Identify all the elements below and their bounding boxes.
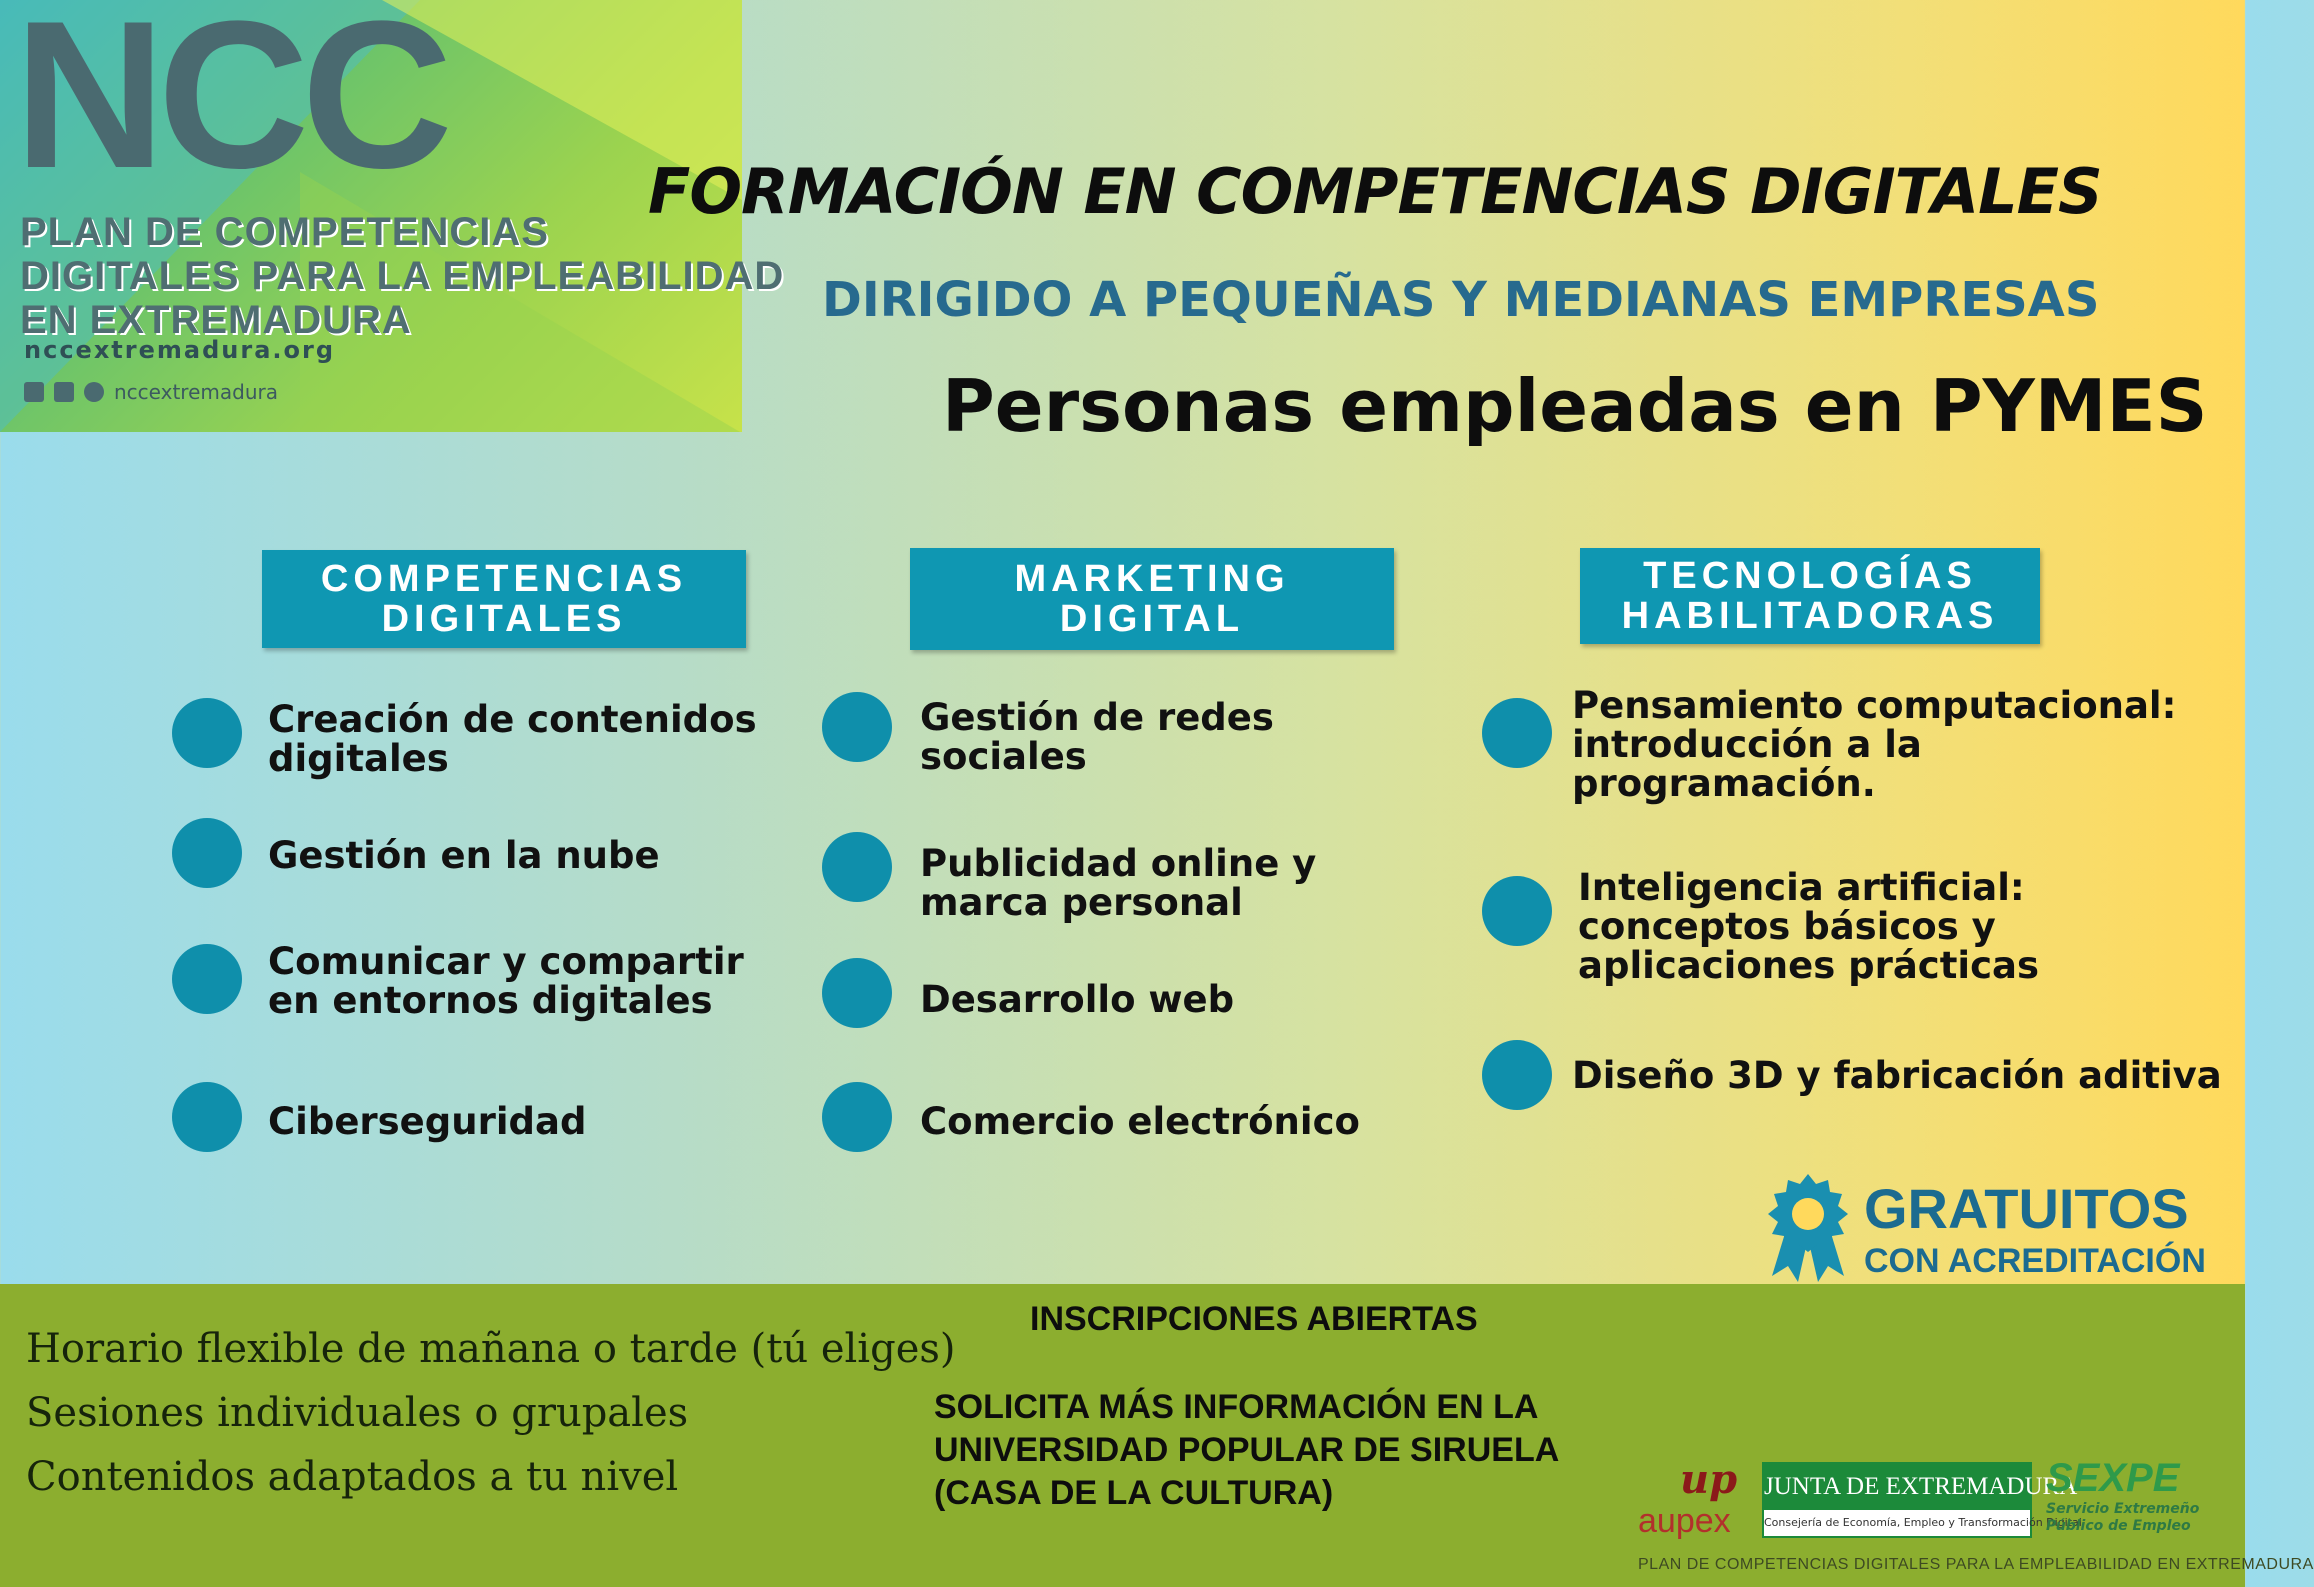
facebook-icon[interactable] bbox=[24, 382, 44, 402]
list-item bbox=[1482, 876, 1552, 946]
badge-title: GRATUITOS bbox=[1864, 1177, 2189, 1240]
award-rosette-icon bbox=[1758, 1172, 1858, 1282]
list-item bbox=[822, 958, 892, 1028]
sexpe-subtitle-line: Servicio Extremeño bbox=[2046, 1501, 2200, 1517]
plan-footer: PLAN DE COMPETENCIAS DIGITALES PARA LA EMPLEABILIDAD EN EXTREMADURA bbox=[1638, 1556, 2314, 1573]
bullet-dot bbox=[1482, 1040, 1552, 1110]
audience-heading: Personas empleadas en PYMES bbox=[942, 364, 2208, 448]
junta-name: JUNTA DE EXTREMADURA bbox=[1764, 1464, 2030, 1510]
category-label-line: DIGITAL bbox=[1059, 598, 1245, 640]
list-item-label: Desarrollo web bbox=[920, 978, 1235, 1021]
contact-info bbox=[934, 1386, 1559, 1515]
list-item-label: Gestión de redes sociales bbox=[920, 696, 1274, 778]
list-item-label: Comunicar y compartir en entornos digitales bbox=[268, 940, 744, 1022]
feature-line: Contenidos adaptados a tu nivel bbox=[26, 1454, 679, 1500]
feature-line: Sesiones individuales o grupales bbox=[26, 1390, 689, 1436]
bullet-dot bbox=[172, 944, 242, 1014]
category-label-line: DIGITALES bbox=[381, 598, 627, 640]
list-item bbox=[172, 698, 242, 768]
list-item-label: Diseño 3D y fabricación aditiva bbox=[1572, 1054, 2222, 1097]
list-item bbox=[1482, 1040, 1552, 1110]
bullet-dot bbox=[172, 1082, 242, 1152]
logo-plan-line: EN EXTREMADURA bbox=[20, 298, 412, 342]
contact-info-line: (CASA DE LA CULTURA) bbox=[934, 1474, 1334, 1512]
list-item-label: Inteligencia artificial: conceptos básicos y aplicaciones prácticas bbox=[1578, 866, 2040, 987]
category-label-line: MARKETING bbox=[1014, 558, 1290, 600]
aupex-logo-mark: up bbox=[1680, 1456, 1738, 1503]
list-item bbox=[822, 832, 892, 902]
logo-plan-line: PLAN DE COMPETENCIAS bbox=[20, 210, 549, 254]
contact-info-line: SOLICITA MÁS INFORMACIÓN EN LA bbox=[934, 1388, 1539, 1426]
sexpe-name: SEXPE bbox=[2046, 1456, 2180, 1500]
feature-line: Horario flexible de mañana o tarde (tú eliges) bbox=[26, 1326, 956, 1372]
list-item bbox=[822, 692, 892, 762]
page-title: FORMACIÓN EN COMPETENCIAS DIGITALES bbox=[648, 155, 2102, 228]
list-item-label: Creación de contenidos digitales bbox=[268, 698, 757, 780]
logo-plan-line: DIGITALES PARA LA EMPLEABILIDAD bbox=[20, 254, 785, 298]
bullet-dot bbox=[1482, 876, 1552, 946]
ncc-logo bbox=[0, 0, 785, 432]
category-header-marketing bbox=[910, 548, 1394, 650]
instagram-icon[interactable] bbox=[84, 382, 104, 402]
list-item-label: Comercio electrónico bbox=[920, 1100, 1360, 1143]
twitter-icon[interactable] bbox=[54, 382, 74, 402]
list-item-label: Pensamiento computacional: introducción a la programación. bbox=[1572, 684, 2177, 805]
contact-info-line: UNIVERSIDAD POPULAR DE SIRUELA bbox=[934, 1431, 1560, 1469]
list-item bbox=[172, 1082, 242, 1152]
category-label-line: COMPETENCIAS bbox=[320, 558, 688, 600]
list-item bbox=[172, 818, 242, 888]
category-label-line: HABILITADORAS bbox=[1621, 595, 1999, 637]
bullet-dot bbox=[822, 692, 892, 762]
aupex-logo: aupex bbox=[1638, 1502, 1731, 1540]
page-subtitle: DIRIGIDO A PEQUEÑAS Y MEDIANAS EMPRESAS bbox=[822, 272, 2100, 328]
category-header-competencias bbox=[262, 550, 746, 648]
social-links bbox=[24, 380, 278, 404]
junta-department: Consejería de Economía, Empleo y Transformación Digital bbox=[1764, 1516, 2082, 1529]
bullet-dot bbox=[1482, 698, 1552, 768]
category-header-tecnologias bbox=[1580, 548, 2040, 644]
list-item bbox=[172, 944, 242, 1014]
badge-subtitle: CON ACREDITACIÓN bbox=[1864, 1242, 2206, 1280]
list-item bbox=[1482, 698, 1552, 768]
bullet-dot bbox=[172, 818, 242, 888]
bullet-dot bbox=[822, 958, 892, 1028]
logo-acronym: NCC bbox=[14, 0, 445, 212]
bullet-dot bbox=[822, 832, 892, 902]
junta-extremadura-logo bbox=[1762, 1462, 2082, 1538]
list-item-label: Publicidad online y marca personal bbox=[920, 842, 1317, 924]
logo-plan-name bbox=[20, 210, 784, 342]
social-handle: nccextremadura bbox=[114, 380, 278, 404]
sexpe-logo bbox=[2046, 1456, 2216, 1535]
list-item bbox=[822, 1082, 892, 1152]
list-item-label: Ciberseguridad bbox=[268, 1100, 587, 1143]
bullet-dot bbox=[172, 698, 242, 768]
list-item-label: Gestión en la nube bbox=[268, 834, 660, 877]
enrollment-notice: INSCRIPCIONES ABIERTAS bbox=[1030, 1300, 1478, 1338]
sexpe-subtitle-line: Público de Empleo bbox=[2046, 1518, 2191, 1534]
bullet-dot bbox=[822, 1082, 892, 1152]
logo-url[interactable]: nccextremadura.org bbox=[24, 336, 336, 364]
category-label-line: TECNOLOGÍAS bbox=[1643, 555, 1977, 597]
